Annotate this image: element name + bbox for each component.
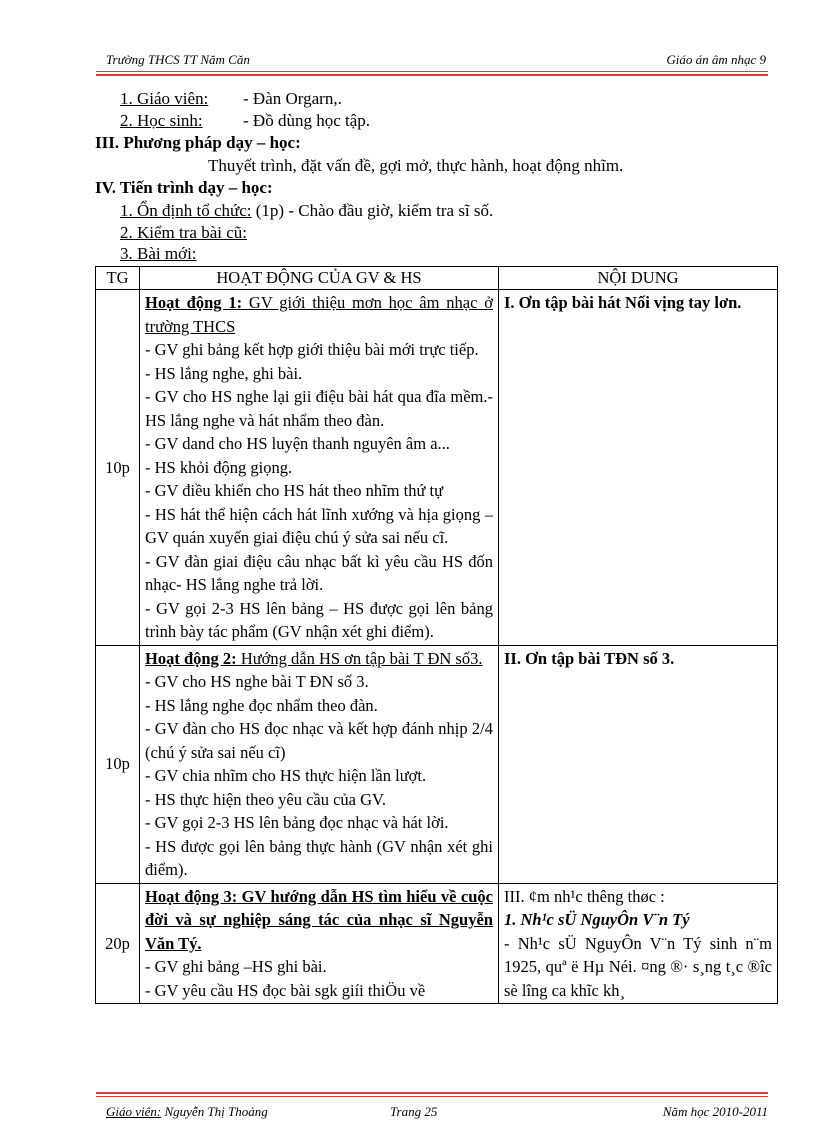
row2-title-text: Hướng dẫn HS ơn tập bài T ĐN số3. — [236, 648, 483, 668]
header-rule — [96, 71, 768, 72]
row3-content-sub: 1. Nh¹c sÜ NguyÔn V¨n Tý — [504, 910, 690, 929]
row1-title-label: Hoạt động 1: — [145, 293, 243, 312]
row3-content-line-1: - Nh¹c sÜ NguyÔn V¨n Tý sinh n¨m 1925, quª ë Hµ Néi. ¤ng ®· s¸ng t¸c ®îc sè lîng ca khĩc kh¸ — [504, 933, 772, 1000]
row1-title — [145, 291, 493, 338]
row3-line-1: - GV ghi bảng –HS ghi bài. — [145, 957, 327, 976]
row3-line-2: - GV yêu cầu HS đọc bài sgk giíi thiÖu về — [145, 980, 426, 1000]
step3 — [120, 244, 197, 264]
step1 — [120, 201, 493, 221]
header-school: Trường THCS TT Năm Căn — [106, 52, 250, 67]
footer-teacher-label: Giáo viên: — [106, 1104, 162, 1119]
step2 — [120, 223, 247, 243]
table-row — [96, 883, 778, 1004]
row1-content — [499, 290, 778, 646]
footer-year: Năm học 2010-2011 — [662, 1104, 768, 1119]
row1-line-8: - GV đàn giai điệu câu nhạc bất kì yêu cầu HS đốn nhạc- HS lắng nghe trả lời. — [145, 551, 493, 594]
header-rule-thick — [96, 74, 768, 76]
prep-teacher — [120, 89, 342, 109]
row1-line-9: - GV gọi 2-3 HS lên bảng – HS được gọi lên bảng trình bày tác phẩm (GV nhận xét ghi điểm). — [145, 598, 493, 641]
row2-title — [145, 647, 493, 671]
header-content: NỘI DUNG — [499, 267, 778, 290]
prep-student-value: - Đồ dùng học tập. — [243, 111, 371, 130]
row1-title-text: GV giới thiệu mơn học âm nhạc ở trường THCS — [145, 293, 493, 336]
table-row — [96, 290, 778, 646]
row1-line-4: - GV dand cho HS luyện thanh nguyên âm a... — [145, 434, 450, 453]
step2-label: 2. Kiểm tra bài cũ: — [120, 223, 247, 242]
step1-label: 1. Ổn định tổ chức: — [120, 201, 252, 220]
footer-page: Trang 25 — [390, 1104, 438, 1119]
row3-title: Hoạt động 3: GV hướng dẫn HS tìm hiểu về cuộc đời và sự nghiệp sáng tác của nhạc sĩ Nguyễn Văn Tý. — [145, 886, 493, 953]
prep-student — [120, 111, 371, 131]
footer-teacher — [106, 1104, 268, 1119]
table-header-row — [96, 267, 778, 290]
footer-rule-thick — [96, 1092, 768, 1094]
row2-content-title: II. Ơn tập bài TĐN số 3. — [504, 648, 675, 668]
row2-content — [499, 645, 778, 883]
footer-rule — [96, 1096, 768, 1097]
row1-line-2: - HS lắng nghe, ghi bài. — [145, 363, 303, 383]
section4-title: IV. Tiến trình dạy – học: — [95, 178, 273, 197]
header-tg: TG — [96, 267, 140, 290]
row1-content-title: I. Ơn tập bài hát Nối vịng tay lơn. — [504, 293, 742, 312]
section3-body: Thuyết trình, đặt vấn đề, gợi mở, thực hành, hoạt động nhĩm. — [208, 156, 624, 175]
row3-content — [499, 883, 778, 1004]
section3-title: III. Phương pháp dạy – học: — [95, 133, 301, 152]
row1-tg: 10p — [96, 290, 140, 646]
step3-label: 3. Bài mới: — [120, 244, 197, 263]
row2-line-7: - HS được gọi lên bảng thực hành (GV nhận xét ghi điểm). — [145, 836, 493, 879]
row2-line-6: - GV gọi 2-3 HS lên bảng đọc nhạc và hát lời. — [145, 813, 449, 832]
row2-line-2: - HS lắng nghe đọc nhẩm theo đàn. — [145, 695, 378, 715]
header-activity: HOẠT ĐỘNG CỦA GV & HS — [140, 267, 499, 290]
row2-tg: 10p — [96, 645, 140, 883]
page-header — [106, 52, 766, 68]
row1-activity — [140, 290, 499, 646]
row3-activity — [140, 883, 499, 1004]
row1-line-3: - GV cho HS nghe lại gii điệu bài hát qua đĩa mềm.- HS lắng nghe và hát nhẩm theo đàn. — [145, 387, 493, 430]
row2-title-label: Hoạt động 2: — [145, 648, 237, 668]
row2-line-5: - HS thực hiện theo yêu cầu của GV. — [145, 789, 386, 809]
footer-teacher-name: Nguyễn Thị Thoảng — [161, 1104, 268, 1119]
row1-line-6: - GV điều khiển cho HS hát theo nhĩm thứ tự — [145, 481, 444, 500]
prep-teacher-value: - Đàn Orgarn,. — [243, 89, 342, 108]
row2-line-3: - GV đàn cho HS đọc nhạc và kết hợp đánh nhịp 2/4 (chú ý sửa sai nếu cĩ) — [145, 719, 493, 762]
table-row — [96, 645, 778, 883]
row3-tg: 20p — [96, 883, 140, 1004]
row1-line-5: - HS khỏi động giọng. — [145, 457, 293, 477]
header-subject: Giáo án âm nhạc 9 — [666, 52, 766, 67]
row2-line-4: - GV chia nhĩm cho HS thực hiện lần lượt. — [145, 766, 427, 785]
lesson-table — [95, 266, 778, 1004]
prep-teacher-label: 1. Giáo viên: — [120, 89, 209, 108]
prep-student-label: 2. Học sinh: — [120, 111, 203, 130]
row2-activity — [140, 645, 499, 883]
row2-line-1: - GV cho HS nghe bài T ĐN số 3. — [145, 672, 369, 691]
row1-line-1: - GV ghi bảng kết hợp giới thiệu bài mới trực tiếp. — [145, 340, 479, 359]
row3-content-title: III. ¢m nh¹c thêng thøc : — [504, 886, 665, 906]
page-footer — [106, 1104, 768, 1120]
step1-value: (1p) - Chào đầu giờ, kiểm tra sĩ số. — [255, 201, 494, 220]
row1-line-7: - HS hát thể hiện cách hát lĩnh xướng và hịa giọng – GV quán xuyến giai điệu chú ý sửa sai nếu cĩ. — [145, 504, 493, 547]
